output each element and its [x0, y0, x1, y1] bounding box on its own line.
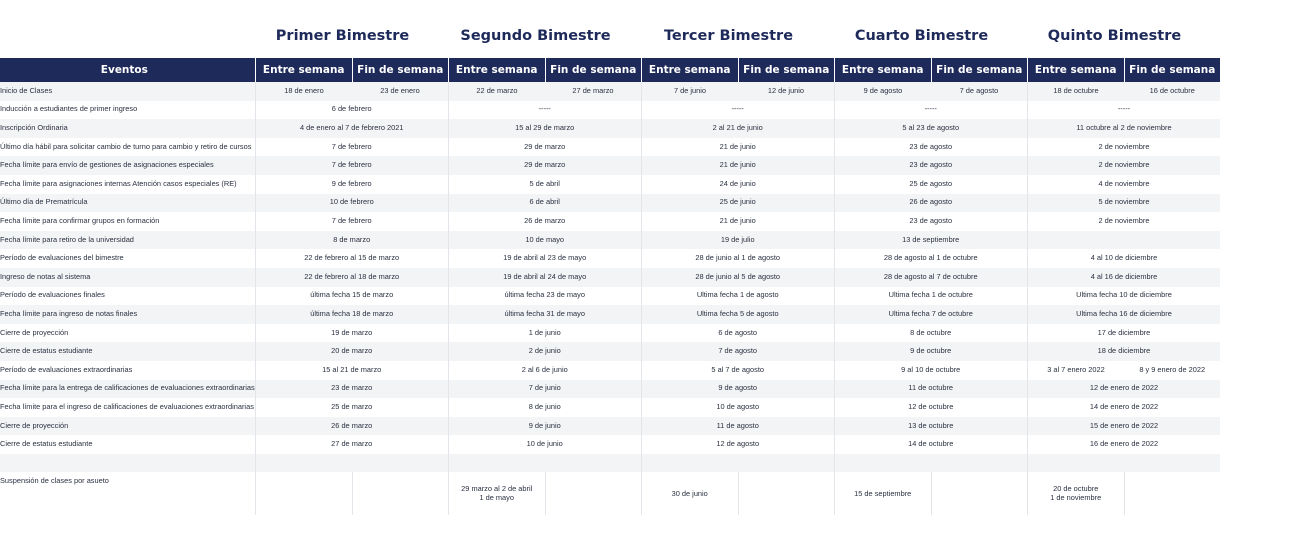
- table-cell: 28 de junio al 1 de agosto: [641, 249, 834, 268]
- table-cell: 8 y 9 enero de 2022: [1124, 361, 1220, 380]
- table-cell: última fecha 23 de mayo: [448, 287, 641, 306]
- table-cell: 5 al 7 de agosto: [641, 361, 834, 380]
- table-cell: 19 de marzo: [255, 324, 448, 343]
- table-row: [0, 101, 1220, 120]
- table-cell: [255, 454, 448, 473]
- bimester-title: Cuarto Bimestre: [854, 28, 989, 44]
- table-cell: 9 de agosto: [641, 380, 834, 399]
- table-row: [0, 138, 1220, 157]
- table-cell: [255, 472, 352, 515]
- bimester-title: Quinto Bimestre: [1047, 28, 1182, 44]
- event-label: Suspensión de clases por asueto: [0, 472, 255, 515]
- table-cell: 6 de agosto: [641, 324, 834, 343]
- bimester-title: Tercer Bimestre: [663, 28, 794, 44]
- table-cell: 28 de agosto al 1 de octubre: [834, 249, 1027, 268]
- table-cell: [1027, 454, 1220, 473]
- bimester-titles: [0, 28, 1314, 50]
- table-cell: [931, 472, 1027, 515]
- event-label: Fecha límite para confirmar grupos en formación: [0, 212, 255, 231]
- table-cell: 8 de junio: [448, 398, 641, 417]
- table-cell: 3 al 7 enero 2022: [1027, 361, 1124, 380]
- table-row: [0, 398, 1220, 417]
- table-cell: -----: [641, 101, 834, 120]
- event-label: Fecha límite para asignaciones internas Atención casos especiales (RE): [0, 175, 255, 194]
- event-label: Último día hábil para solicitar cambio de turno para cambio y retiro de cursos: [0, 138, 255, 157]
- table-row: [0, 156, 1220, 175]
- table-row: [0, 119, 1220, 138]
- table-cell: 22 de marzo: [448, 82, 545, 101]
- table-cell: 16 de octubre: [1124, 82, 1220, 101]
- table-cell: 12 de enero de 2022: [1027, 380, 1220, 399]
- table-cell: 13 de septiembre: [834, 231, 1027, 250]
- table-cell: [1124, 472, 1220, 515]
- table-cell: 25 de agosto: [834, 175, 1027, 194]
- event-label: Fecha límite para la entrega de calificaciones de evaluaciones extraordinarias: [0, 380, 255, 399]
- table-cell: 9 de agosto: [834, 82, 931, 101]
- table-cell: 26 de marzo: [448, 212, 641, 231]
- table-row: [0, 305, 1220, 324]
- table-header-row: [0, 58, 1220, 82]
- table-cell: 11 octubre al 2 de noviembre: [1027, 119, 1220, 138]
- table-cell: 23 de marzo: [255, 380, 448, 399]
- event-label: Último día de Prematrícula: [0, 194, 255, 213]
- table-row: [0, 249, 1220, 268]
- header-fin-semana: Fin de semana: [545, 58, 641, 82]
- table-cell: [352, 472, 448, 515]
- table-cell: 7 de agosto: [931, 82, 1027, 101]
- table-cell: 28 de junio al 5 de agosto: [641, 268, 834, 287]
- header-entre-semana: Entre semana: [834, 58, 931, 82]
- table-cell: 18 de enero: [255, 82, 352, 101]
- table-cell: 12 de agosto: [641, 435, 834, 454]
- event-label: Fecha límite para ingreso de notas finales: [0, 305, 255, 324]
- table-cell: 5 al 23 de agosto: [834, 119, 1027, 138]
- table-cell: 5 de noviembre: [1027, 194, 1220, 213]
- table-cell: 8 de octubre: [834, 324, 1027, 343]
- table-cell: [834, 454, 1027, 473]
- table-row: [0, 324, 1220, 343]
- table-cell: 4 de enero al 7 de febrero 2021: [255, 119, 448, 138]
- table-cell: -----: [834, 101, 1027, 120]
- bimester-title: Segundo Bimestre: [460, 28, 611, 44]
- table-cell: 18 de diciembre: [1027, 342, 1220, 361]
- table-cell: 27 de marzo: [545, 82, 641, 101]
- table-row: [0, 82, 1220, 101]
- table-cell: 30 de junio: [641, 472, 738, 515]
- table-cell: [448, 454, 641, 473]
- table-cell: 2 de noviembre: [1027, 156, 1220, 175]
- table-cell: última fecha 31 de mayo: [448, 305, 641, 324]
- table-cell: 10 de junio: [448, 435, 641, 454]
- table-cell: 1 de junio: [448, 324, 641, 343]
- table-row: [0, 380, 1220, 399]
- table-cell: 7 de febrero: [255, 212, 448, 231]
- table-cell: Ultima fecha 1 de octubre: [834, 287, 1027, 306]
- table-cell: 15 de enero de 2022: [1027, 417, 1220, 436]
- header-entre-semana: Entre semana: [448, 58, 545, 82]
- table-cell: 15 de septiembre: [834, 472, 931, 515]
- header-fin-semana: Fin de semana: [352, 58, 448, 82]
- table-cell: Ultima fecha 16 de diciembre: [1027, 305, 1220, 324]
- bimester-title: Primer Bimestre: [275, 28, 410, 44]
- table-row: [0, 175, 1220, 194]
- table-cell: 21 de junio: [641, 212, 834, 231]
- event-label: Período de evaluaciones extraordinarias: [0, 361, 255, 380]
- table-cell: [0, 454, 255, 473]
- calendar-table: [0, 58, 1221, 515]
- table-cell: 7 de febrero: [255, 138, 448, 157]
- table-cell: 14 de octubre: [834, 435, 1027, 454]
- table-cell: 2 de noviembre: [1027, 212, 1220, 231]
- table-row: [0, 342, 1220, 361]
- event-label: Inducción a estudiantes de primer ingreso: [0, 101, 255, 120]
- table-cell: 15 al 21 de marzo: [255, 361, 448, 380]
- event-label: Ingreso de notas al sistema: [0, 268, 255, 287]
- event-label: Cierre de estatus estudiante: [0, 342, 255, 361]
- table-cell: 6 de febrero: [255, 101, 448, 120]
- table-cell: 2 al 6 de junio: [448, 361, 641, 380]
- table-cell: 5 de abril: [448, 175, 641, 194]
- event-label: Cierre de proyección: [0, 417, 255, 436]
- table-cell: 2 al 21 de junio: [641, 119, 834, 138]
- table-cell: 4 al 10 de diciembre: [1027, 249, 1220, 268]
- table-cell: 21 de junio: [641, 138, 834, 157]
- table-cell: 9 de febrero: [255, 175, 448, 194]
- header-entre-semana: Entre semana: [1027, 58, 1124, 82]
- table-cell: 11 de agosto: [641, 417, 834, 436]
- table-cell: última fecha 15 de marzo: [255, 287, 448, 306]
- table-row: [0, 287, 1220, 306]
- table-row: [0, 212, 1220, 231]
- table-row: [0, 231, 1220, 250]
- table-cell: Ultima fecha 7 de octubre: [834, 305, 1027, 324]
- table-cell: 2 de junio: [448, 342, 641, 361]
- table-cell: 29 de marzo: [448, 156, 641, 175]
- table-row: [0, 417, 1220, 436]
- header-fin-semana: Fin de semana: [1124, 58, 1220, 82]
- table-cell: 11 de octubre: [834, 380, 1027, 399]
- event-label: Cierre de proyección: [0, 324, 255, 343]
- table-cell: 29 marzo al 2 de abril 1 de mayo: [448, 472, 545, 515]
- table-cell: -----: [448, 101, 641, 120]
- table-cell: 10 de agosto: [641, 398, 834, 417]
- table-cell: 23 de agosto: [834, 212, 1027, 231]
- event-label: Período de evaluaciones del bimestre: [0, 249, 255, 268]
- header-fin-semana: Fin de semana: [931, 58, 1027, 82]
- table-cell: 4 al 16 de diciembre: [1027, 268, 1220, 287]
- table-cell: 2 de noviembre: [1027, 138, 1220, 157]
- table-cell: 24 de junio: [641, 175, 834, 194]
- table-cell: 27 de marzo: [255, 435, 448, 454]
- event-label: Fecha límite para envío de gestiones de asignaciones especiales: [0, 156, 255, 175]
- header-entre-semana: Entre semana: [641, 58, 738, 82]
- table-cell: [641, 454, 834, 473]
- table-cell: [738, 472, 834, 515]
- table-cell: 20 de octubre 1 de noviembre: [1027, 472, 1124, 515]
- table-cell: 19 de abril al 23 de mayo: [448, 249, 641, 268]
- table-cell: 9 al 10 de octubre: [834, 361, 1027, 380]
- table-cell: 28 de agosto al 7 de octubre: [834, 268, 1027, 287]
- table-cell: 10 de mayo: [448, 231, 641, 250]
- table-cell: 22 de febrero al 15 de marzo: [255, 249, 448, 268]
- table-cell: 12 de octubre: [834, 398, 1027, 417]
- table-cell: 29 de marzo: [448, 138, 641, 157]
- table-cell: 17 de diciembre: [1027, 324, 1220, 343]
- table-row: [0, 361, 1220, 380]
- table-cell: 16 de enero de 2022: [1027, 435, 1220, 454]
- table-body: [0, 82, 1220, 515]
- event-label: Período de evaluaciones finales: [0, 287, 255, 306]
- table-row: [0, 268, 1220, 287]
- event-label: Inicio de Clases: [0, 82, 255, 101]
- table-cell: Ultima fecha 10 de diciembre: [1027, 287, 1220, 306]
- header-eventos: Eventos: [0, 58, 255, 82]
- table-cell: -----: [1027, 101, 1220, 120]
- table-cell: [1027, 231, 1220, 250]
- table-cell: 26 de agosto: [834, 194, 1027, 213]
- header-fin-semana: Fin de semana: [738, 58, 834, 82]
- event-label: Cierre de estatus estudiante: [0, 435, 255, 454]
- event-label: Fecha límite para retiro de la universidad: [0, 231, 255, 250]
- table-row: [0, 435, 1220, 454]
- table-cell: 8 de marzo: [255, 231, 448, 250]
- table-cell: 13 de octubre: [834, 417, 1027, 436]
- table-cell: 9 de octubre: [834, 342, 1027, 361]
- table-cell: 14 de enero de 2022: [1027, 398, 1220, 417]
- table-cell: 9 de junio: [448, 417, 641, 436]
- table-row: [0, 194, 1220, 213]
- table-cell: 4 de noviembre: [1027, 175, 1220, 194]
- table-cell: 7 de junio: [641, 82, 738, 101]
- table-row-asueto: [0, 472, 1220, 515]
- table-cell: 7 de junio: [448, 380, 641, 399]
- table-cell: 23 de agosto: [834, 156, 1027, 175]
- table-cell: 19 de abril al 24 de mayo: [448, 268, 641, 287]
- spacer-row: [0, 454, 1220, 473]
- table-cell: 25 de junio: [641, 194, 834, 213]
- table-cell: 15 al 29 de marzo: [448, 119, 641, 138]
- event-label: Inscripción Ordinaria: [0, 119, 255, 138]
- table-cell: Ultima fecha 1 de agosto: [641, 287, 834, 306]
- table-cell: 20 de marzo: [255, 342, 448, 361]
- event-label: Fecha límite para el ingreso de calificaciones de evaluaciones extraordinarias: [0, 398, 255, 417]
- table-cell: 19 de julio: [641, 231, 834, 250]
- table-cell: 7 de febrero: [255, 156, 448, 175]
- table-cell: 12 de junio: [738, 82, 834, 101]
- table-cell: [545, 472, 641, 515]
- table-cell: 6 de abril: [448, 194, 641, 213]
- table-cell: última fecha 18 de marzo: [255, 305, 448, 324]
- table-cell: 25 de marzo: [255, 398, 448, 417]
- table-cell: 26 de marzo: [255, 417, 448, 436]
- header-entre-semana: Entre semana: [255, 58, 352, 82]
- table-cell: Ultima fecha 5 de agosto: [641, 305, 834, 324]
- table-cell: 21 de junio: [641, 156, 834, 175]
- table-cell: 7 de agosto: [641, 342, 834, 361]
- table-cell: 18 de octubre: [1027, 82, 1124, 101]
- table-cell: 23 de agosto: [834, 138, 1027, 157]
- table-cell: 22 de febrero al 18 de marzo: [255, 268, 448, 287]
- table-cell: 23 de enero: [352, 82, 448, 101]
- table-cell: 10 de febrero: [255, 194, 448, 213]
